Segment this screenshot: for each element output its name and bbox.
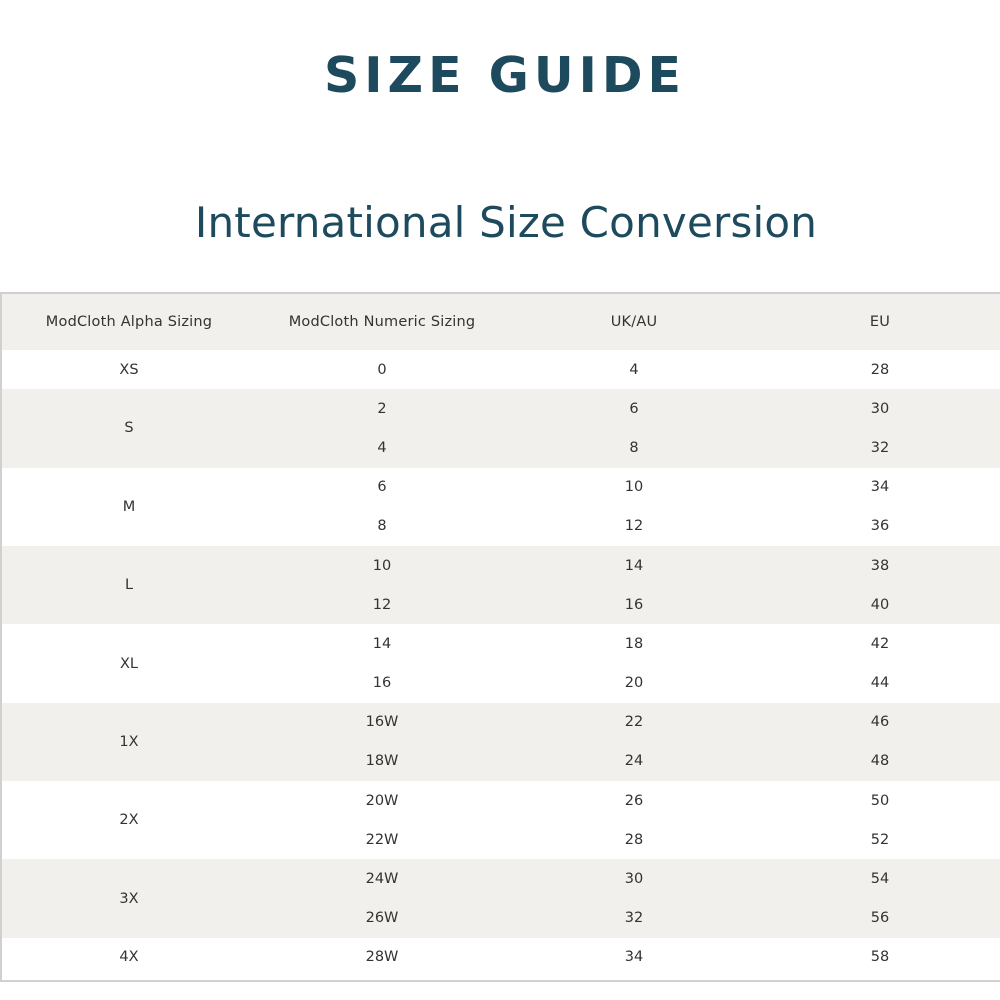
cell-uk-au-size: 34 (508, 938, 760, 977)
header-uk-au: UK/AU (508, 294, 760, 350)
cell-uk-au-size: 14 (508, 546, 760, 585)
cell-numeric-size: 12 (256, 585, 508, 624)
size-conversion-table (2, 294, 1000, 977)
cell-uk-au-size: 30 (508, 859, 760, 898)
cell-numeric-size: 18W (256, 742, 508, 781)
cell-eu-size: 54 (760, 859, 1000, 898)
cell-eu-size: 28 (760, 350, 1000, 389)
cell-eu-size: 38 (760, 546, 1000, 585)
cell-eu-size: 52 (760, 820, 1000, 859)
table-row (2, 703, 1000, 742)
cell-uk-au-size: 32 (508, 899, 760, 938)
cell-uk-au-size: 4 (508, 350, 760, 389)
cell-uk-au-size: 26 (508, 781, 760, 820)
table-row (2, 938, 1000, 977)
cell-eu-size: 34 (760, 468, 1000, 507)
cell-alpha-size: 4X (2, 938, 256, 977)
header-row (2, 294, 1000, 350)
cell-numeric-size: 26W (256, 899, 508, 938)
cell-numeric-size: 10 (256, 546, 508, 585)
header-eu: EU (760, 294, 1000, 350)
cell-eu-size: 36 (760, 507, 1000, 546)
cell-alpha-size: 1X (2, 703, 256, 781)
table-row (2, 859, 1000, 898)
cell-alpha-size: S (2, 389, 256, 467)
cell-eu-size: 46 (760, 703, 1000, 742)
cell-uk-au-size: 16 (508, 585, 760, 624)
page-title: SIZE GUIDE (324, 46, 686, 104)
cell-numeric-size: 24W (256, 859, 508, 898)
cell-eu-size: 32 (760, 428, 1000, 467)
cell-numeric-size: 8 (256, 507, 508, 546)
cell-numeric-size: 16 (256, 664, 508, 703)
cell-uk-au-size: 28 (508, 820, 760, 859)
table-row (2, 350, 1000, 389)
cell-numeric-size: 0 (256, 350, 508, 389)
table-row (2, 546, 1000, 585)
cell-eu-size: 58 (760, 938, 1000, 977)
cell-numeric-size: 16W (256, 703, 508, 742)
cell-uk-au-size: 20 (508, 664, 760, 703)
cell-alpha-size: L (2, 546, 256, 624)
cell-numeric-size: 6 (256, 468, 508, 507)
cell-uk-au-size: 18 (508, 624, 760, 663)
table-row (2, 468, 1000, 507)
cell-eu-size: 42 (760, 624, 1000, 663)
cell-alpha-size: 3X (2, 859, 256, 937)
cell-uk-au-size: 12 (508, 507, 760, 546)
cell-numeric-size: 4 (256, 428, 508, 467)
cell-uk-au-size: 22 (508, 703, 760, 742)
header-alpha-sizing: ModCloth Alpha Sizing (2, 294, 256, 350)
cell-numeric-size: 22W (256, 820, 508, 859)
cell-uk-au-size: 8 (508, 428, 760, 467)
cell-eu-size: 44 (760, 664, 1000, 703)
cell-uk-au-size: 24 (508, 742, 760, 781)
section-subtitle: International Size Conversion (194, 197, 818, 247)
cell-uk-au-size: 6 (508, 389, 760, 428)
cell-eu-size: 30 (760, 389, 1000, 428)
cell-alpha-size: 2X (2, 781, 256, 859)
cell-eu-size: 56 (760, 899, 1000, 938)
header-numeric-sizing: ModCloth Numeric Sizing (256, 294, 508, 350)
table-body (2, 350, 1000, 977)
cell-numeric-size: 14 (256, 624, 508, 663)
cell-alpha-size: XS (2, 350, 256, 389)
cell-numeric-size: 28W (256, 938, 508, 977)
cell-numeric-size: 20W (256, 781, 508, 820)
table-row (2, 389, 1000, 428)
cell-alpha-size: M (2, 468, 256, 546)
cell-eu-size: 50 (760, 781, 1000, 820)
cell-eu-size: 40 (760, 585, 1000, 624)
cell-numeric-size: 2 (256, 389, 508, 428)
table-row (2, 781, 1000, 820)
cell-uk-au-size: 10 (508, 468, 760, 507)
cell-alpha-size: XL (2, 624, 256, 702)
cell-eu-size: 48 (760, 742, 1000, 781)
table-header (2, 294, 1000, 350)
size-conversion-table-container (0, 292, 1000, 982)
table-row (2, 624, 1000, 663)
